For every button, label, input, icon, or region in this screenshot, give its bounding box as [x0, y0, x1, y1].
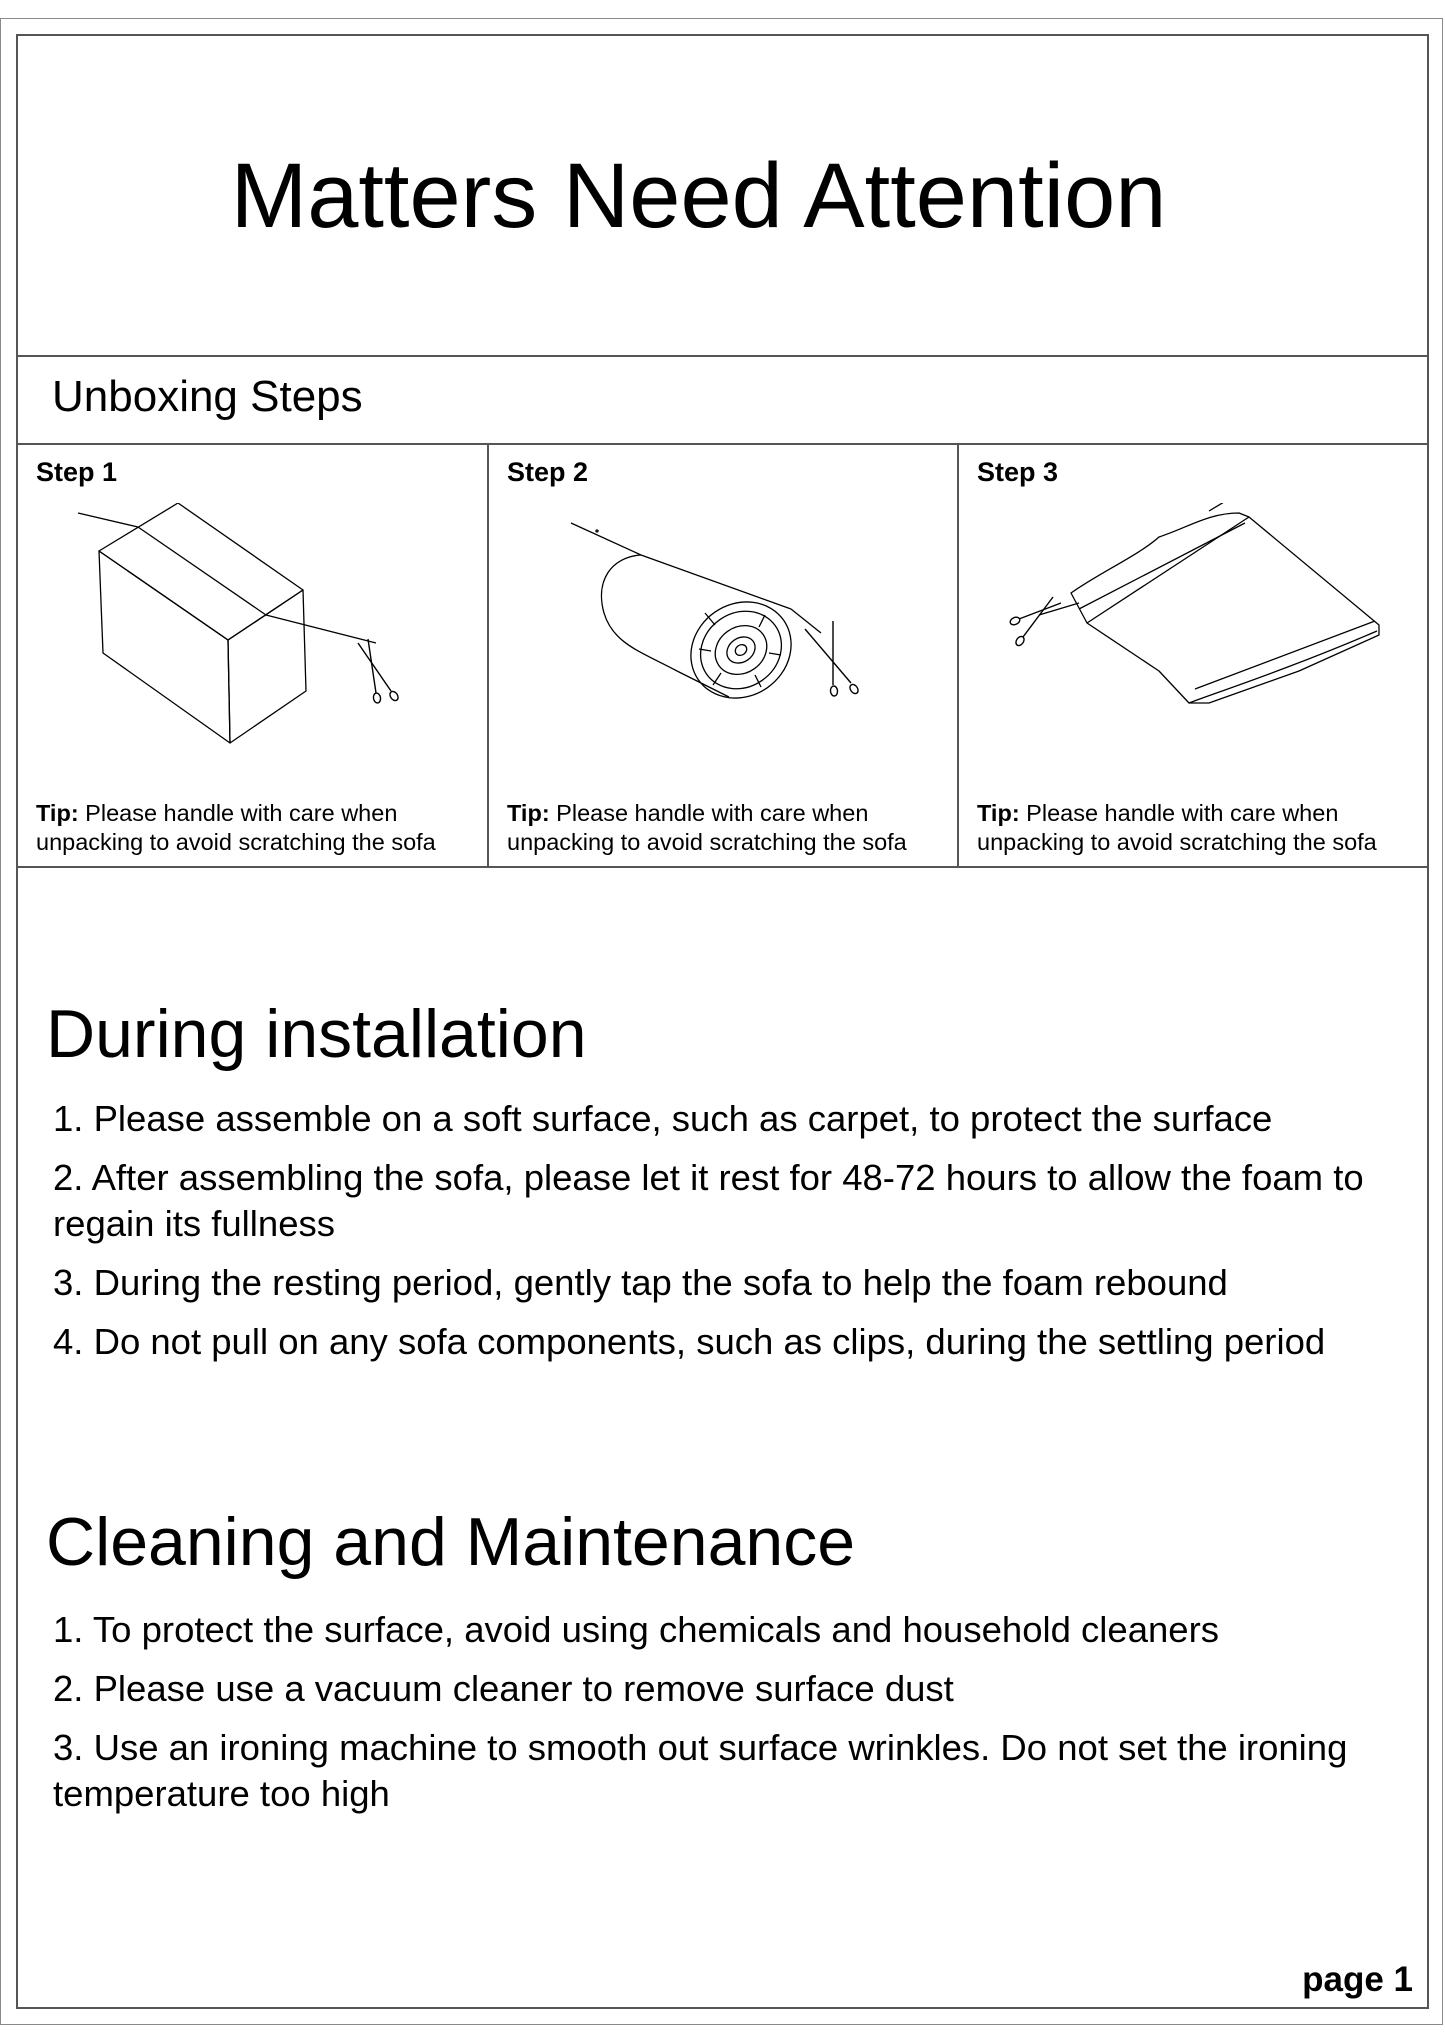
- step-cell-2: [489, 443, 957, 867]
- list-item: 3. During the resting period, gently tap the sofa to help the foam rebound: [53, 1262, 1228, 1303]
- title-divider: [16, 355, 1429, 357]
- tip-text: Please handle with care when: [556, 800, 869, 826]
- scissors-icon: [1009, 597, 1061, 647]
- list-item: 2. Please use a vacuum cleaner to remove surface dust: [53, 1668, 954, 1709]
- cleaning-heading: Cleaning and Maintenance: [46, 1504, 856, 1580]
- tip-text-line2: unpacking to avoid scratching the sofa: [36, 829, 436, 855]
- list-item: 1. Please assemble on a soft surface, such as carpet, to protect the surface: [53, 1098, 1273, 1139]
- scissors-icon: [805, 621, 860, 696]
- unboxing-steps-label: Unboxing Steps: [52, 372, 363, 421]
- step-tip: [977, 799, 1377, 857]
- installation-list: [53, 1096, 1408, 1378]
- tip-label: Tip:: [36, 800, 79, 826]
- list-item: 2. After assembling the sofa, please let it rest for 48-72 hours to allow the foam to regain its fullness: [53, 1157, 1364, 1244]
- installation-heading: During installation: [46, 996, 587, 1072]
- cleaning-list: [53, 1607, 1353, 1830]
- tip-text-line2: unpacking to avoid scratching the sofa: [977, 829, 1377, 855]
- step-tip: [36, 799, 436, 857]
- rolled-sofa-with-scissors-illustration: [529, 503, 909, 773]
- tip-label: Tip:: [507, 800, 550, 826]
- step-title: Step 3: [977, 457, 1059, 487]
- list-item: 4. Do not pull on any sofa components, such as clips, during the settling period: [53, 1321, 1326, 1362]
- tip-text: Please handle with care when: [1026, 800, 1339, 826]
- tip-text-line2: unpacking to avoid scratching the sofa: [507, 829, 907, 855]
- box-with-scissors-illustration: [58, 503, 438, 773]
- tip-label: Tip:: [977, 800, 1020, 826]
- step-cell-3: [959, 443, 1429, 867]
- list-item: 3. Use an ironing machine to smooth out surface wrinkles. Do not set the ironing temperature too high: [53, 1727, 1348, 1814]
- flat-package-with-scissors-illustration: [999, 503, 1399, 773]
- list-item: 1. To protect the surface, avoid using chemicals and household cleaners: [53, 1609, 1220, 1650]
- step-cell-1: [18, 443, 487, 867]
- step-title: Step 2: [507, 457, 589, 487]
- tip-text: Please handle with care when: [85, 800, 398, 826]
- scissors-icon: [358, 639, 400, 704]
- document-title: Matters Need Attention: [230, 145, 1167, 247]
- step-tip: [507, 799, 907, 857]
- page-number: page 1: [1302, 1960, 1413, 1999]
- step-title: Step 1: [36, 457, 118, 487]
